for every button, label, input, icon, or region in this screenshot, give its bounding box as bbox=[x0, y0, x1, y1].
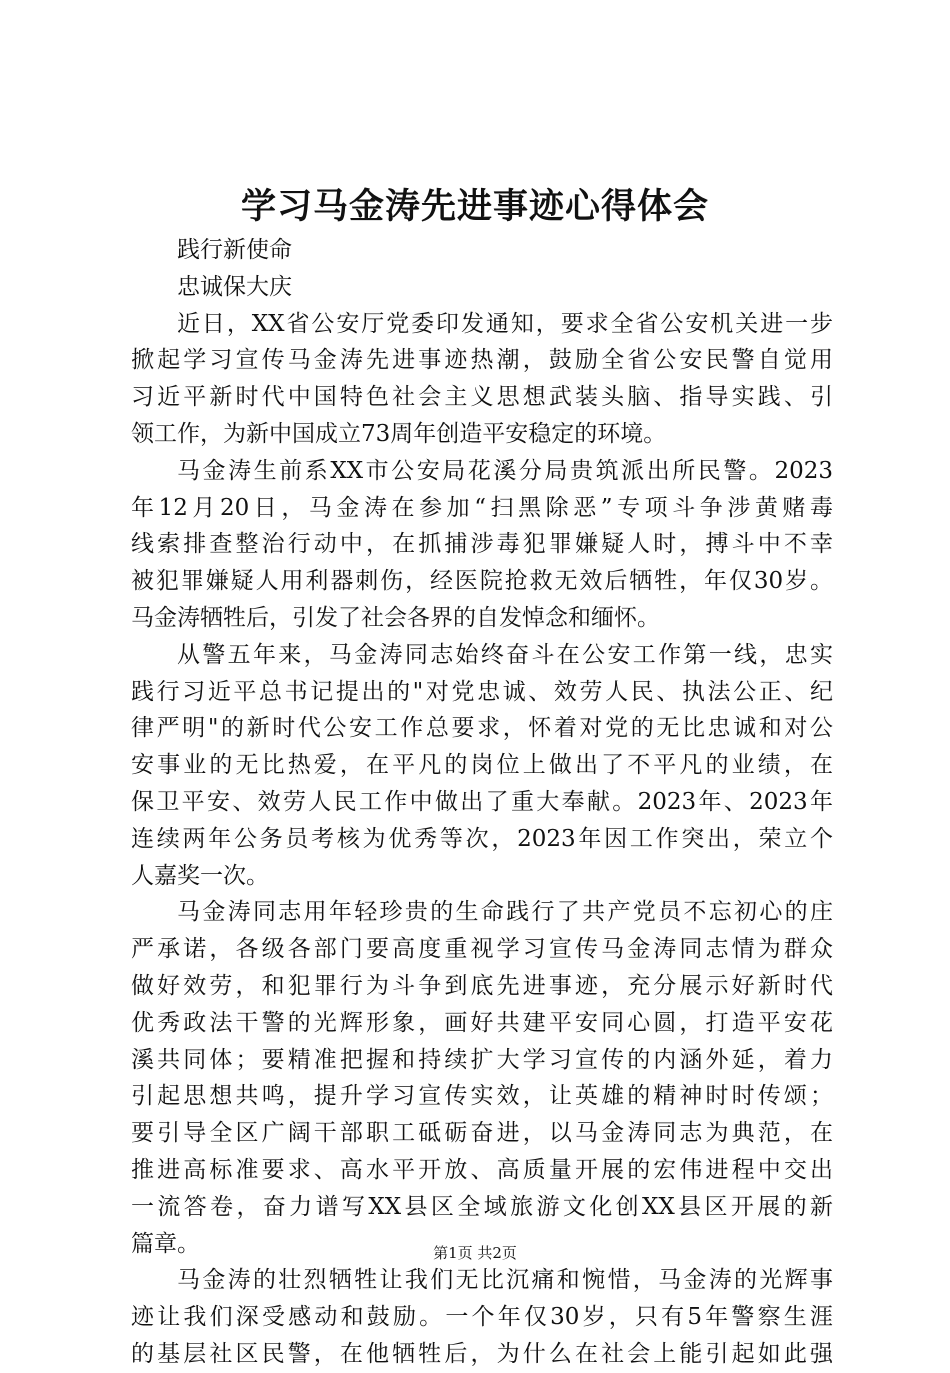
document-body bbox=[131, 232, 833, 1373]
text-line: 推进高标准要求、高水平开放、高质量开展的宏伟进程中交出 bbox=[131, 1156, 833, 1183]
text-line: 连续两年公务员考核为优秀等次，2023年因工作突出，荣立个 bbox=[131, 825, 833, 852]
text-line: 的基层社区民警，在他牺牲后，为什么在社会上能引起如此强 bbox=[131, 1340, 833, 1367]
document-title: 学习马金涛先进事迹心得体会 bbox=[240, 186, 709, 227]
text-line: 保卫平安、效劳人民工作中做出了重大奉献。2023年、2023年 bbox=[131, 788, 833, 815]
text-line: 人嘉奖一次。 bbox=[131, 862, 269, 889]
text-line: 做好效劳，和犯罪行为斗争到底先进事迹，充分展示好新时代 bbox=[131, 972, 833, 999]
text-line: 年12月20日，马金涛在参加“扫黑除恶”专项斗争涉黄赌毒 bbox=[131, 494, 833, 521]
page-footer: 第1页 共2页 bbox=[433, 1244, 517, 1262]
text-line: 篇章。 bbox=[131, 1230, 200, 1257]
text-line: 被犯罪嫌疑人用利器刺伤，经医院抢救无效后牺牲，年仅30岁。 bbox=[131, 568, 833, 595]
text-line: 马金涛牺牲后，引发了社会各界的自发悼念和缅怀。 bbox=[131, 604, 660, 631]
text-line: 践行习近平总书记提出的"对党忠诚、效劳人民、执法公正、纪 bbox=[131, 678, 833, 705]
subtitle-line: 忠诚保大庆 bbox=[177, 273, 292, 300]
text-line: 要引导全区广阔干部职工砥砺奋进，以马金涛同志为典范，在 bbox=[131, 1120, 833, 1147]
text-line: 线索排查整治行动中，在抓捕涉毒犯罪嫌疑人时，搏斗中不幸 bbox=[131, 531, 833, 558]
text-line: 安事业的无比热爱，在平凡的岗位上做出了不平凡的业绩，在 bbox=[131, 752, 833, 779]
text-line: 马金涛同志用年轻珍贵的生命践行了共产党员不忘初心的庄 bbox=[177, 899, 833, 926]
text-line: 优秀政法干警的光辉形象，画好共建平安同心圆，打造平安花 bbox=[131, 1009, 833, 1036]
text-line: 律严明"的新时代公安工作总要求，怀着对党的无比忠诚和对公 bbox=[131, 715, 833, 742]
text-line: 迹让我们深受感动和鼓励。一个年仅30岁，只有5年警察生涯 bbox=[131, 1304, 833, 1331]
text-line: 马金涛生前系XX市公安局花溪分局贵筑派出所民警。2023 bbox=[177, 457, 833, 484]
text-line: 掀起学习宣传马金涛先进事迹热潮，鼓励全省公安民警自觉用 bbox=[131, 347, 833, 374]
text-line: 一流答卷，奋力谱写XX县区全域旅游文化创XX县区开展的新 bbox=[131, 1193, 833, 1220]
text-line: 溪共同体；要精准把握和持续扩大学习宣传的内涵外延，着力 bbox=[131, 1046, 833, 1073]
text-line: 近日，XX省公安厅党委印发通知，要求全省公安机关进一步 bbox=[177, 310, 833, 337]
text-line: 习近平新时代中国特色社会主义思想武装头脑、指导实践、引 bbox=[131, 384, 833, 411]
text-line: 严承诺，各级各部门要高度重视学习宣传马金涛同志情为群众 bbox=[131, 936, 833, 963]
text-line: 马金涛的壮烈牺牲让我们无比沉痛和惋惜，马金涛的光辉事 bbox=[177, 1267, 833, 1294]
text-line: 从警五年来，马金涛同志始终奋斗在公安工作第一线，忠实 bbox=[177, 641, 833, 668]
text-line: 领工作，为新中国成立73周年创造平安稳定的环境。 bbox=[131, 420, 667, 447]
text-line: 引起思想共鸣，提升学习宣传实效，让英雄的精神时时传颂； bbox=[131, 1083, 833, 1110]
subtitle-line: 践行新使命 bbox=[177, 237, 292, 263]
